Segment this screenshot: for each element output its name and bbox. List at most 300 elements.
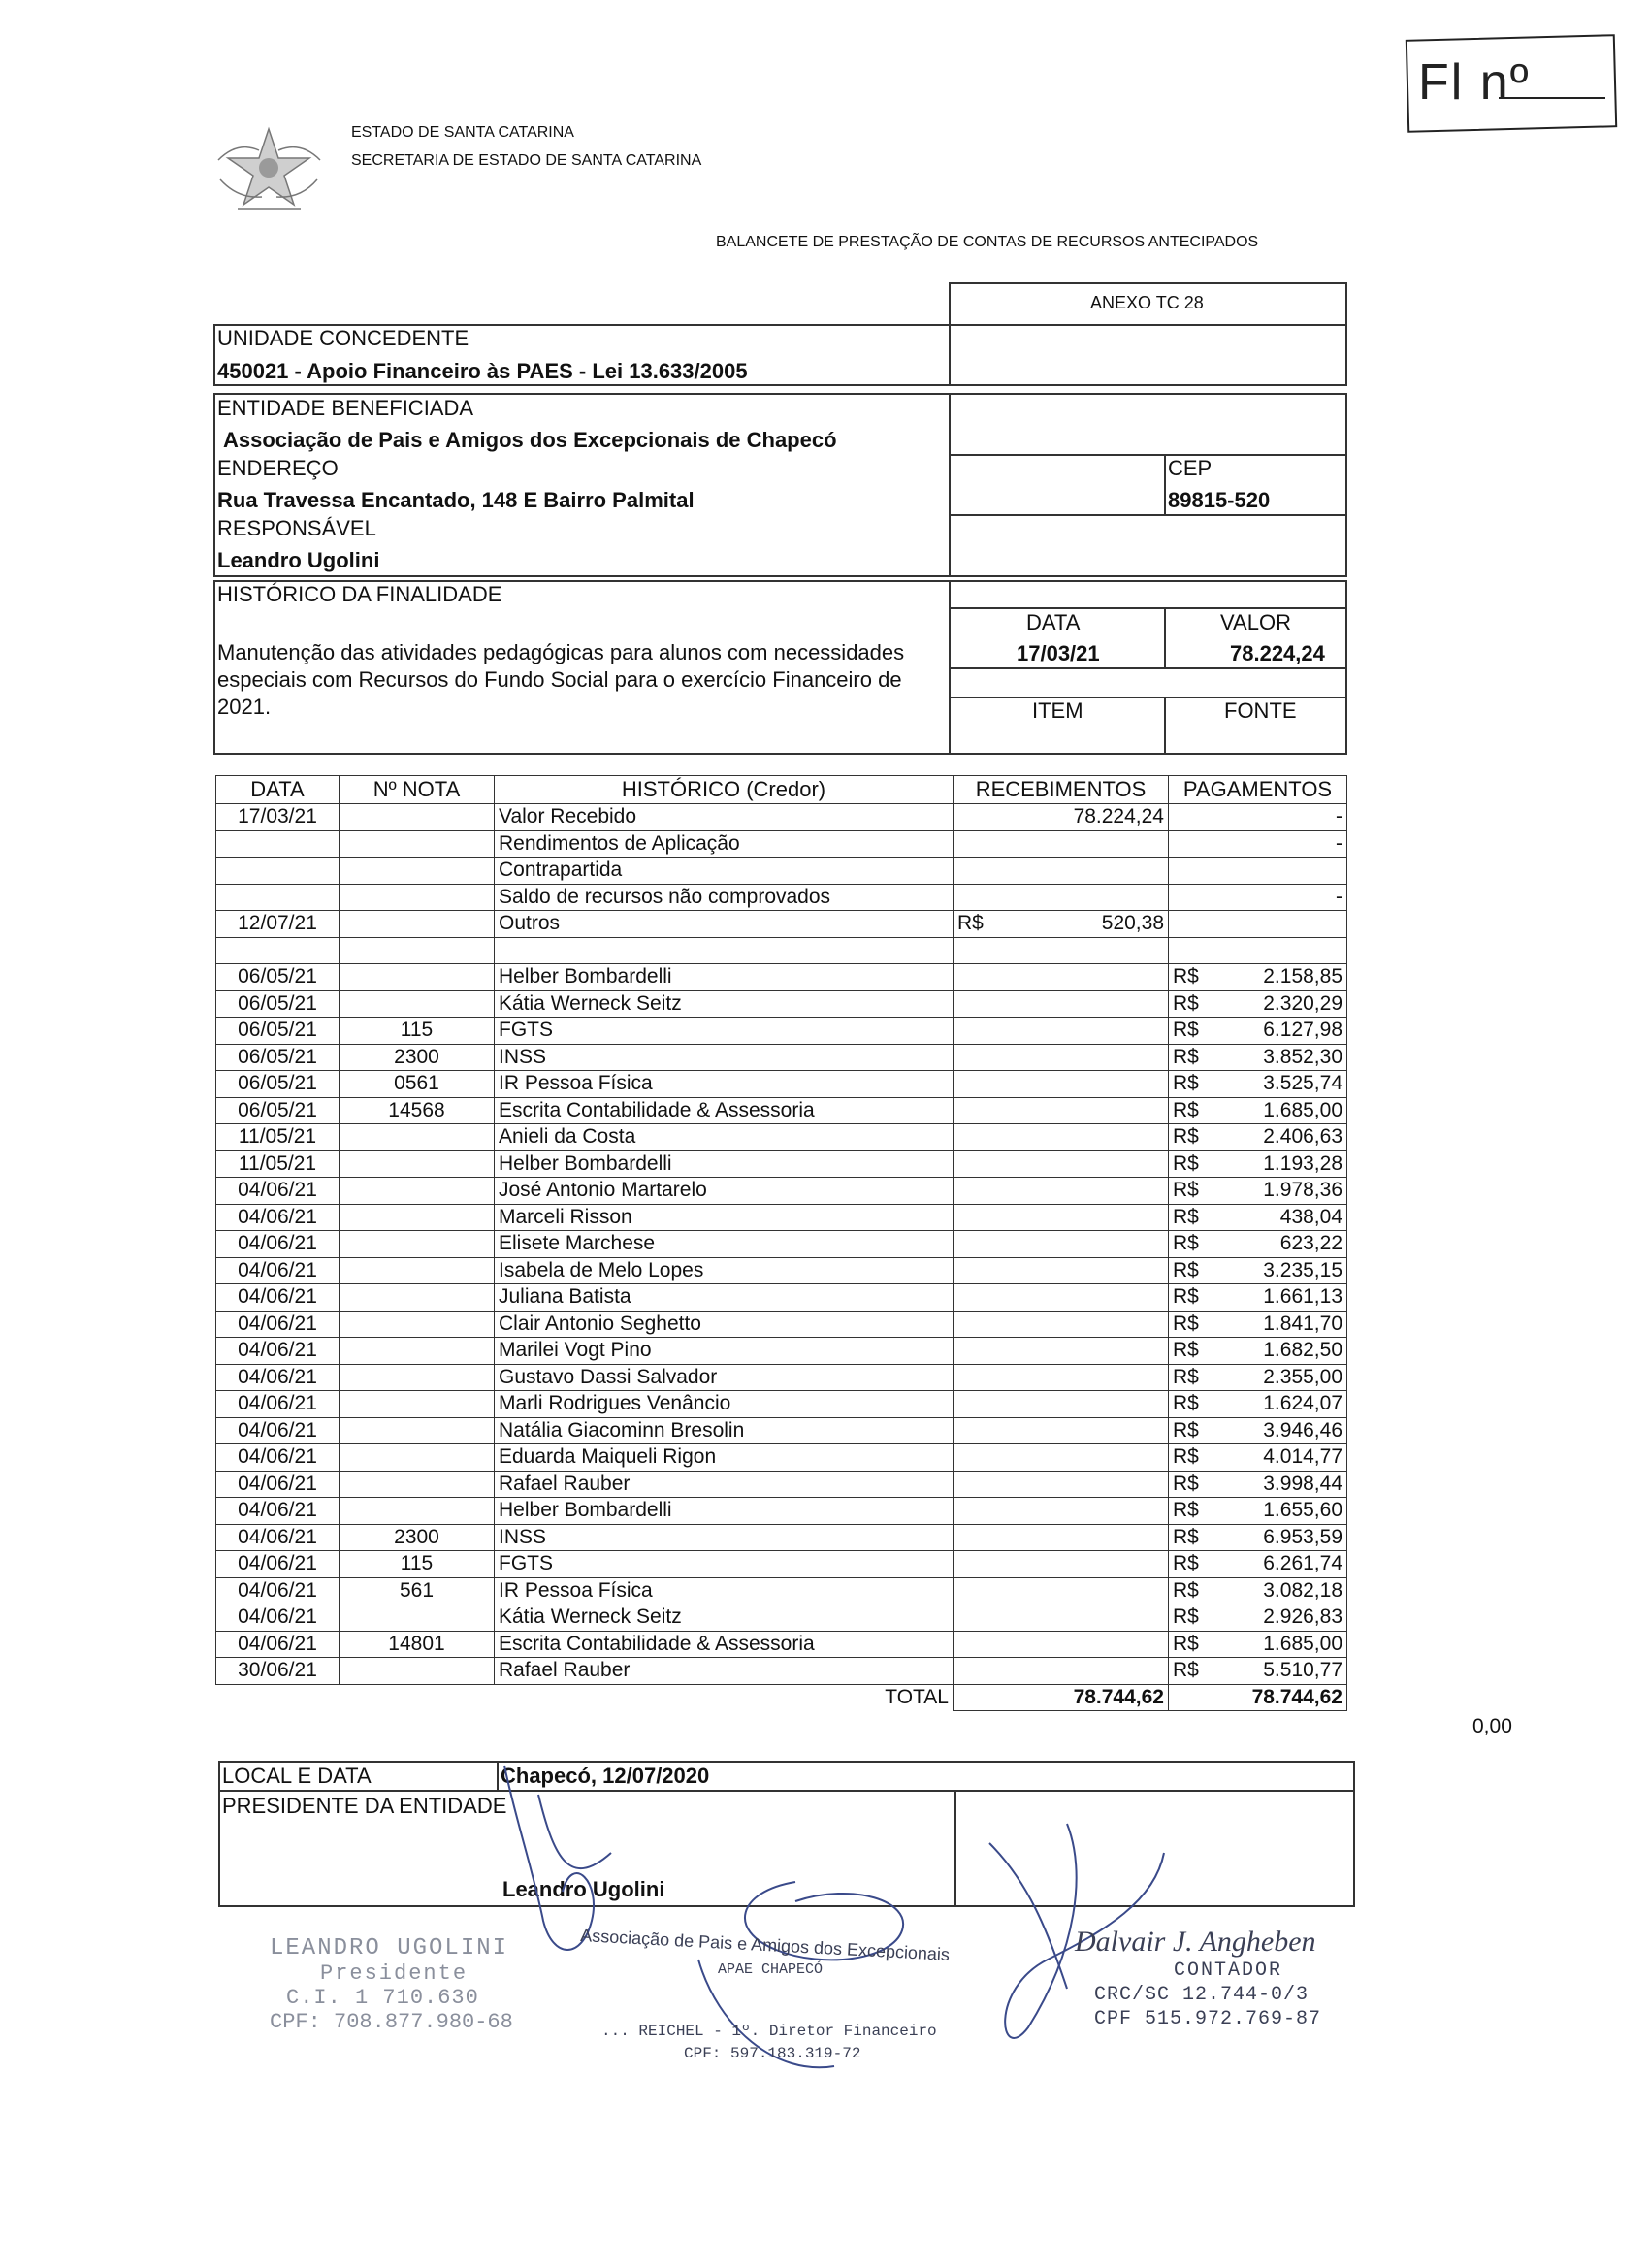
- table-row: [216, 1524, 1347, 1551]
- row-pagamento: [1169, 1044, 1347, 1071]
- currency-symbol: R$: [1173, 1552, 1199, 1575]
- data-label: DATA: [1026, 610, 1081, 634]
- row-recebimento: [954, 1284, 1169, 1312]
- row-nota: 2300: [340, 1044, 495, 1071]
- row-date: 04/06/21: [216, 1284, 340, 1312]
- currency-symbol: R$: [1173, 1632, 1199, 1655]
- row-pagamento: [1169, 804, 1347, 831]
- row-historico: IR Pessoa Física: [495, 1577, 954, 1604]
- row-historico: IR Pessoa Física: [495, 1071, 954, 1098]
- stamp-accountant-name: Dalvair J. Angheben: [1075, 1926, 1316, 1958]
- amount: 5.510,77: [1263, 1659, 1342, 1682]
- row-pagamento: [1169, 1524, 1347, 1551]
- amount: 623,22: [1279, 1232, 1342, 1255]
- row-nota: [340, 911, 495, 938]
- amount: 520,38: [1101, 912, 1164, 935]
- stamp-president-cpf: CPF: 708.877.980-68: [270, 2010, 513, 2034]
- stamp-accountant-role: CONTADOR: [1174, 1960, 1283, 1982]
- row-date: 06/05/21: [216, 1097, 340, 1124]
- row-date: [216, 830, 340, 858]
- row-historico: Juliana Batista: [495, 1284, 954, 1312]
- row-nota: [340, 990, 495, 1018]
- fonte-label: FONTE: [1224, 698, 1297, 723]
- row-recebimento: [954, 937, 1169, 964]
- row-nota: [340, 1444, 495, 1472]
- signer-name: Leandro Ugolini: [502, 1877, 665, 1901]
- local-value: Chapecó, 12/07/2020: [501, 1764, 710, 1788]
- responsavel-label: RESPONSÁVEL: [217, 516, 376, 540]
- row-pagamento: [1169, 1631, 1347, 1658]
- row-historico: Gustavo Dassi Salvador: [495, 1364, 954, 1391]
- row-date: 06/05/21: [216, 964, 340, 991]
- row-date: 04/06/21: [216, 1417, 340, 1444]
- row-nota: [340, 937, 495, 964]
- table-row: [216, 990, 1347, 1018]
- amount: 3.852,30: [1263, 1045, 1342, 1068]
- row-pagamento: [1169, 858, 1347, 885]
- state-name: ESTADO DE SANTA CATARINA: [351, 124, 574, 141]
- row-historico: Saldo de recursos não comprovados: [495, 884, 954, 911]
- total-row: [216, 1684, 1347, 1711]
- row-pagamento: [1169, 911, 1347, 938]
- row-pagamento: [1169, 964, 1347, 991]
- stamp-accountant-crc: CRC/SC 12.744-0/3: [1094, 1984, 1310, 2006]
- amount: 1.685,00: [1263, 1098, 1342, 1121]
- stamp-apae-city: APAE CHAPECÓ: [718, 1961, 824, 1978]
- row-date: 04/06/21: [216, 1524, 340, 1551]
- table-row: [216, 1391, 1347, 1418]
- amount: 1.682,50: [1263, 1339, 1342, 1362]
- amount: 2.406,63: [1263, 1125, 1342, 1149]
- stamp-president-role: Presidente: [320, 1961, 469, 1986]
- row-pagamento: [1169, 1551, 1347, 1578]
- responsavel-value: Leandro Ugolini: [217, 548, 380, 572]
- row-nota: [340, 1338, 495, 1365]
- amount: 2.926,83: [1263, 1605, 1342, 1629]
- currency-symbol: R$: [1173, 1578, 1199, 1602]
- header-nota: Nº NOTA: [340, 776, 495, 804]
- amount: -: [1336, 831, 1342, 855]
- row-historico: Helber Bombardelli: [495, 1498, 954, 1525]
- row-date: 04/06/21: [216, 1178, 340, 1205]
- row-date: 17/03/21: [216, 804, 340, 831]
- currency-symbol: R$: [1173, 1525, 1199, 1548]
- row-nota: 14568: [340, 1097, 495, 1124]
- table-row: [216, 1044, 1347, 1071]
- currency-symbol: R$: [1173, 1285, 1199, 1309]
- table-row: [216, 1577, 1347, 1604]
- row-nota: 115: [340, 1018, 495, 1045]
- table-row: [216, 1551, 1347, 1578]
- row-historico: Kátia Werneck Seitz: [495, 1604, 954, 1632]
- row-pagamento: [1169, 937, 1347, 964]
- row-pagamento: [1169, 1284, 1347, 1312]
- currency-symbol: R$: [1173, 1232, 1199, 1255]
- row-nota: [340, 964, 495, 991]
- amount: 1.841,70: [1263, 1312, 1342, 1335]
- row-date: 11/05/21: [216, 1150, 340, 1178]
- row-recebimento: [954, 830, 1169, 858]
- row-historico: Rafael Rauber: [495, 1471, 954, 1498]
- row-pagamento: [1169, 1124, 1347, 1151]
- table-row: [216, 1417, 1347, 1444]
- row-date: [216, 858, 340, 885]
- row-recebimento: [954, 1471, 1169, 1498]
- total-recebimentos: 78.744,62: [954, 1684, 1169, 1711]
- currency-symbol: R$: [1173, 1472, 1199, 1495]
- row-recebimento: [954, 884, 1169, 911]
- row-recebimento: [954, 1391, 1169, 1418]
- row-date: 06/05/21: [216, 1071, 340, 1098]
- table-row: [216, 1150, 1347, 1178]
- valor-label: VALOR: [1220, 610, 1291, 634]
- row-historico: INSS: [495, 1524, 954, 1551]
- row-date: 11/05/21: [216, 1124, 340, 1151]
- table-row: [216, 1071, 1347, 1098]
- row-date: 04/06/21: [216, 1231, 340, 1258]
- row-nota: [340, 1178, 495, 1205]
- valor-value: 78.224,24: [1230, 641, 1325, 665]
- row-date: 30/06/21: [216, 1658, 340, 1685]
- row-pagamento: [1169, 1311, 1347, 1338]
- row-recebimento: [954, 911, 1169, 938]
- row-nota: [340, 1311, 495, 1338]
- amount: 78.224,24: [1073, 805, 1164, 828]
- row-date: 04/06/21: [216, 1364, 340, 1391]
- header-data: DATA: [216, 776, 340, 804]
- historico-text-2: especiais com Recursos do Fundo Social para o exercício Financeiro de: [217, 667, 902, 692]
- row-nota: 0561: [340, 1071, 495, 1098]
- amount: 4.014,77: [1263, 1445, 1342, 1469]
- currency-symbol: R$: [1173, 1125, 1199, 1149]
- state-crest-logo: [209, 121, 330, 218]
- row-pagamento: [1169, 1364, 1347, 1391]
- row-nota: [340, 1417, 495, 1444]
- row-date: 04/06/21: [216, 1204, 340, 1231]
- row-historico: Marilei Vogt Pino: [495, 1338, 954, 1365]
- row-date: [216, 884, 340, 911]
- currency-symbol: R$: [1173, 1179, 1199, 1202]
- cep-value: 89815-520: [1168, 488, 1271, 512]
- row-historico: Helber Bombardelli: [495, 1150, 954, 1178]
- row-nota: [340, 1498, 495, 1525]
- row-nota: [340, 804, 495, 831]
- row-historico: Marli Rodrigues Venâncio: [495, 1391, 954, 1418]
- row-pagamento: [1169, 1471, 1347, 1498]
- table-row: [216, 1338, 1347, 1365]
- row-nota: [340, 858, 495, 885]
- currency-symbol: R$: [1173, 965, 1199, 988]
- row-recebimento: [954, 1257, 1169, 1284]
- header-pagamentos: PAGAMENTOS: [1169, 776, 1347, 804]
- row-date: 04/06/21: [216, 1391, 340, 1418]
- table-row: [216, 1204, 1347, 1231]
- row-historico: Helber Bombardelli: [495, 964, 954, 991]
- row-nota: [340, 1231, 495, 1258]
- row-nota: [340, 1284, 495, 1312]
- currency-symbol: R$: [1173, 1659, 1199, 1682]
- presidente-label: PRESIDENTE DA ENTIDADE: [222, 1794, 507, 1818]
- currency-symbol: R$: [1173, 1045, 1199, 1068]
- row-historico: Valor Recebido: [495, 804, 954, 831]
- unidade-label: UNIDADE CONCEDENTE: [217, 326, 469, 350]
- currency-symbol: R$: [1173, 1098, 1199, 1121]
- table-row: [216, 1018, 1347, 1045]
- amount: -: [1336, 805, 1342, 828]
- row-recebimento: [954, 804, 1169, 831]
- row-pagamento: [1169, 1498, 1347, 1525]
- amount: 6.953,59: [1263, 1525, 1342, 1548]
- row-historico: Outros: [495, 911, 954, 938]
- row-recebimento: [954, 990, 1169, 1018]
- row-pagamento: [1169, 1338, 1347, 1365]
- row-historico: Rafael Rauber: [495, 1658, 954, 1685]
- row-historico: Isabela de Melo Lopes: [495, 1257, 954, 1284]
- table-row: [216, 1498, 1347, 1525]
- row-nota: 14801: [340, 1631, 495, 1658]
- row-recebimento: [954, 1524, 1169, 1551]
- row-nota: [340, 1257, 495, 1284]
- row-date: 04/06/21: [216, 1471, 340, 1498]
- amount: 3.998,44: [1263, 1472, 1342, 1495]
- local-label: LOCAL E DATA: [222, 1764, 372, 1788]
- row-historico: Eduarda Maiqueli Rigon: [495, 1444, 954, 1472]
- entidade-label: ENTIDADE BENEFICIADA: [217, 396, 474, 420]
- row-pagamento: [1169, 1204, 1347, 1231]
- table-row: [216, 1311, 1347, 1338]
- row-pagamento: [1169, 1417, 1347, 1444]
- stamp-accountant-cpf: CPF 515.972.769-87: [1094, 2008, 1322, 2030]
- currency-symbol: R$: [1173, 1019, 1199, 1042]
- unidade-value: 450021 - Apoio Financeiro às PAES - Lei 13.633/2005: [217, 359, 748, 383]
- row-historico: Escrita Contabilidade & Assessoria: [495, 1631, 954, 1658]
- stamp-president-ci: C.I. 1 710.630: [286, 1986, 479, 2010]
- row-historico: INSS: [495, 1044, 954, 1071]
- row-date: 04/06/21: [216, 1257, 340, 1284]
- row-nota: [340, 1471, 495, 1498]
- row-historico: José Antonio Martarelo: [495, 1178, 954, 1205]
- amount: 3.946,46: [1263, 1418, 1342, 1442]
- table-row: [216, 1658, 1347, 1685]
- folio-line: [1499, 97, 1605, 99]
- entidade-value: Associação de Pais e Amigos dos Excepcionais de Chapecó: [223, 428, 837, 452]
- row-recebimento: [954, 964, 1169, 991]
- item-label: ITEM: [1032, 698, 1083, 723]
- document-title: BALANCETE DE PRESTAÇÃO DE CONTAS DE RECURSOS ANTECIPADOS: [716, 234, 1259, 250]
- currency-symbol: R$: [1173, 1339, 1199, 1362]
- row-recebimento: [954, 858, 1169, 885]
- amount: 3.082,18: [1263, 1578, 1342, 1602]
- amount: 1.978,36: [1263, 1179, 1342, 1202]
- stamp-apae-cpf: CPF: 597.183.319-72: [684, 2045, 861, 2062]
- currency-symbol: R$: [1173, 1312, 1199, 1335]
- row-date: 04/06/21: [216, 1444, 340, 1472]
- amount: -: [1336, 885, 1342, 908]
- row-historico: Elisete Marchese: [495, 1231, 954, 1258]
- amount: 438,04: [1279, 1205, 1342, 1228]
- anexo-label: ANEXO TC 28: [1090, 293, 1204, 312]
- amount: 1.655,60: [1263, 1499, 1342, 1522]
- table-row: [216, 1631, 1347, 1658]
- row-pagamento: [1169, 1097, 1347, 1124]
- row-nota: [340, 1124, 495, 1151]
- table-row: [216, 804, 1347, 831]
- row-historico: Clair Antonio Seghetto: [495, 1311, 954, 1338]
- endereco-value: Rua Travessa Encantado, 148 E Bairro Palmital: [217, 488, 695, 512]
- row-date: 04/06/21: [216, 1604, 340, 1632]
- currency-symbol: R$: [1173, 1605, 1199, 1629]
- row-nota: [340, 884, 495, 911]
- row-pagamento: [1169, 1658, 1347, 1685]
- currency-symbol: R$: [1173, 1392, 1199, 1415]
- row-historico: Anieli da Costa: [495, 1124, 954, 1151]
- row-historico: [495, 937, 954, 964]
- total-pagamentos: 78.744,62: [1169, 1684, 1347, 1711]
- row-historico: Rendimentos de Aplicação: [495, 830, 954, 858]
- amount: 1.685,00: [1263, 1632, 1342, 1655]
- currency-symbol: R$: [957, 912, 984, 935]
- row-recebimento: [954, 1018, 1169, 1045]
- currency-symbol: R$: [1173, 1258, 1199, 1281]
- row-pagamento: [1169, 1391, 1347, 1418]
- table-header-row: [216, 776, 1347, 804]
- table-row: [216, 884, 1347, 911]
- row-historico: Kátia Werneck Seitz: [495, 990, 954, 1018]
- table-row: [216, 1178, 1347, 1205]
- row-pagamento: [1169, 884, 1347, 911]
- row-nota: [340, 1150, 495, 1178]
- row-date: 06/05/21: [216, 1044, 340, 1071]
- endereco-label: ENDEREÇO: [217, 456, 339, 480]
- row-pagamento: [1169, 1071, 1347, 1098]
- row-recebimento: [954, 1498, 1169, 1525]
- amount: 1.193,28: [1263, 1151, 1342, 1175]
- stamp-president-name: LEANDRO UGOLINI: [270, 1935, 509, 1961]
- row-pagamento: [1169, 1150, 1347, 1178]
- table-row: [216, 1124, 1347, 1151]
- amount: 3.525,74: [1263, 1072, 1342, 1095]
- currency-symbol: R$: [1173, 1205, 1199, 1228]
- table-row: [216, 1097, 1347, 1124]
- historico-label: HISTÓRICO DA FINALIDADE: [217, 582, 502, 606]
- currency-symbol: R$: [1173, 1445, 1199, 1469]
- row-date: 04/06/21: [216, 1551, 340, 1578]
- row-recebimento: [954, 1577, 1169, 1604]
- row-recebimento: [954, 1604, 1169, 1632]
- table-row: [216, 830, 1347, 858]
- row-date: 06/05/21: [216, 990, 340, 1018]
- row-recebimento: [954, 1204, 1169, 1231]
- row-date: 06/05/21: [216, 1018, 340, 1045]
- secretariat-name: SECRETARIA DE ESTADO DE SANTA CATARINA: [351, 152, 702, 169]
- row-recebimento: [954, 1338, 1169, 1365]
- row-historico: Marceli Risson: [495, 1204, 954, 1231]
- row-recebimento: [954, 1631, 1169, 1658]
- row-pagamento: [1169, 1444, 1347, 1472]
- table-row: [216, 911, 1347, 938]
- row-recebimento: [954, 1364, 1169, 1391]
- stamp-apae-name: Associação de Pais e Amigos dos Excepcionais: [579, 1926, 951, 1964]
- table-row: [216, 1284, 1347, 1312]
- amount: 1.661,13: [1263, 1285, 1342, 1309]
- table-row: [216, 858, 1347, 885]
- amount: 2.355,00: [1263, 1365, 1342, 1388]
- row-recebimento: [954, 1124, 1169, 1151]
- row-recebimento: [954, 1417, 1169, 1444]
- cep-label: CEP: [1168, 456, 1212, 480]
- currency-symbol: R$: [1173, 1365, 1199, 1388]
- row-historico: Contrapartida: [495, 858, 954, 885]
- row-pagamento: [1169, 1257, 1347, 1284]
- currency-symbol: R$: [1173, 1151, 1199, 1175]
- row-recebimento: [954, 1658, 1169, 1685]
- row-recebimento: [954, 1150, 1169, 1178]
- row-nota: 115: [340, 1551, 495, 1578]
- folio-label: Fl nº: [1418, 54, 1531, 111]
- row-date: [216, 937, 340, 964]
- row-nota: [340, 1604, 495, 1632]
- table-row: [216, 1364, 1347, 1391]
- table-row: [216, 937, 1347, 964]
- amount: 3.235,15: [1263, 1258, 1342, 1281]
- row-pagamento: [1169, 990, 1347, 1018]
- row-historico: FGTS: [495, 1018, 954, 1045]
- row-date: 04/06/21: [216, 1311, 340, 1338]
- table-row: [216, 1231, 1347, 1258]
- amount: 2.320,29: [1263, 991, 1342, 1015]
- row-pagamento: [1169, 1577, 1347, 1604]
- row-date: 04/06/21: [216, 1577, 340, 1604]
- row-date: 04/06/21: [216, 1631, 340, 1658]
- header-recebimentos: RECEBIMENTOS: [954, 776, 1169, 804]
- amount: 1.624,07: [1263, 1392, 1342, 1415]
- historico-text-1: Manutenção das atividades pedagógicas para alunos com necessidades: [217, 640, 905, 664]
- row-recebimento: [954, 1097, 1169, 1124]
- currency-symbol: R$: [1173, 991, 1199, 1015]
- row-historico: FGTS: [495, 1551, 954, 1578]
- row-recebimento: [954, 1044, 1169, 1071]
- row-recebimento: [954, 1231, 1169, 1258]
- amount: 6.127,98: [1263, 1019, 1342, 1042]
- row-nota: [340, 1204, 495, 1231]
- currency-symbol: R$: [1173, 1072, 1199, 1095]
- row-recebimento: [954, 1178, 1169, 1205]
- amount: 2.158,85: [1263, 965, 1342, 988]
- row-nota: [340, 830, 495, 858]
- table-row: [216, 1471, 1347, 1498]
- row-date: 04/06/21: [216, 1338, 340, 1365]
- row-pagamento: [1169, 1231, 1347, 1258]
- table-row: [216, 1257, 1347, 1284]
- row-pagamento: [1169, 830, 1347, 858]
- stamp-apae-director: ... REICHEL - 1º. Diretor Financeiro: [601, 2023, 937, 2040]
- data-value: 17/03/21: [1017, 641, 1100, 665]
- row-pagamento: [1169, 1178, 1347, 1205]
- historico-text-3: 2021.: [217, 695, 272, 719]
- row-pagamento: [1169, 1018, 1347, 1045]
- currency-symbol: R$: [1173, 1499, 1199, 1522]
- amount: 6.261,74: [1263, 1552, 1342, 1575]
- balance-value: 0,00: [1472, 1715, 1512, 1737]
- row-recebimento: [954, 1311, 1169, 1338]
- row-date: 04/06/21: [216, 1498, 340, 1525]
- row-date: 12/07/21: [216, 911, 340, 938]
- table-row: [216, 1444, 1347, 1472]
- table-row: [216, 1604, 1347, 1632]
- transactions-table: [215, 775, 1347, 1711]
- total-label: TOTAL: [216, 1684, 954, 1711]
- row-nota: [340, 1364, 495, 1391]
